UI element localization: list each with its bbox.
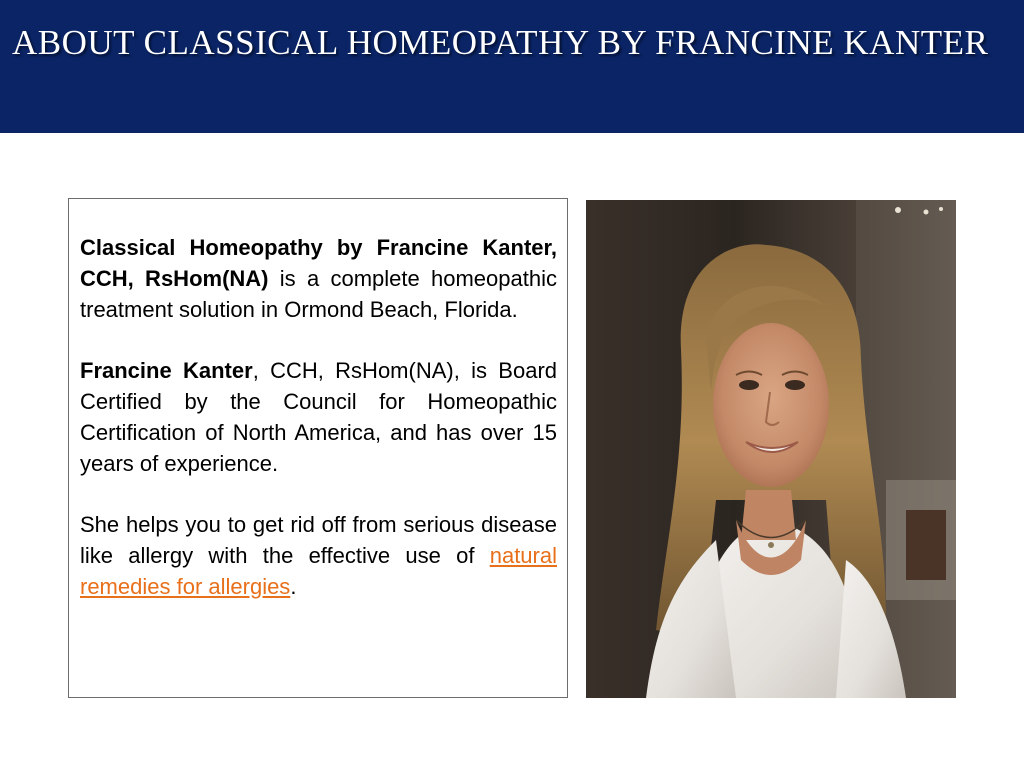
services-paragraph	[80, 510, 557, 602]
services-end: .	[290, 573, 297, 599]
natural-remedies-link[interactable]: natural remedies for allergies	[80, 542, 557, 599]
intro-text: is a complete homeopathic treatment solution in Ormond Beach, Florida.	[80, 265, 557, 322]
credentials-text: , CCH, RsHom(NA), is Board Certified by the Council for Homeopathic Certification of North America, and has over 15 years of experience.	[80, 358, 558, 476]
credentials-paragraph	[80, 356, 557, 479]
portrait-photo	[586, 200, 956, 698]
services-text: She helps you to get rid off from serious disease like allergy with the effective use of	[80, 512, 557, 568]
intro-bold-text: Classical Homeopathy by Francine Kanter, CCH, RsHom(NA)	[80, 235, 557, 291]
page-title: ABOUT CLASSICAL HOMEOPATHY BY FRANCINE KANTER	[12, 23, 989, 62]
practitioner-name: Francine Kanter	[80, 358, 253, 384]
about-text-box	[68, 198, 568, 698]
intro-paragraph	[80, 233, 557, 325]
header-banner	[0, 0, 1024, 133]
portrait-illustration	[586, 200, 956, 698]
